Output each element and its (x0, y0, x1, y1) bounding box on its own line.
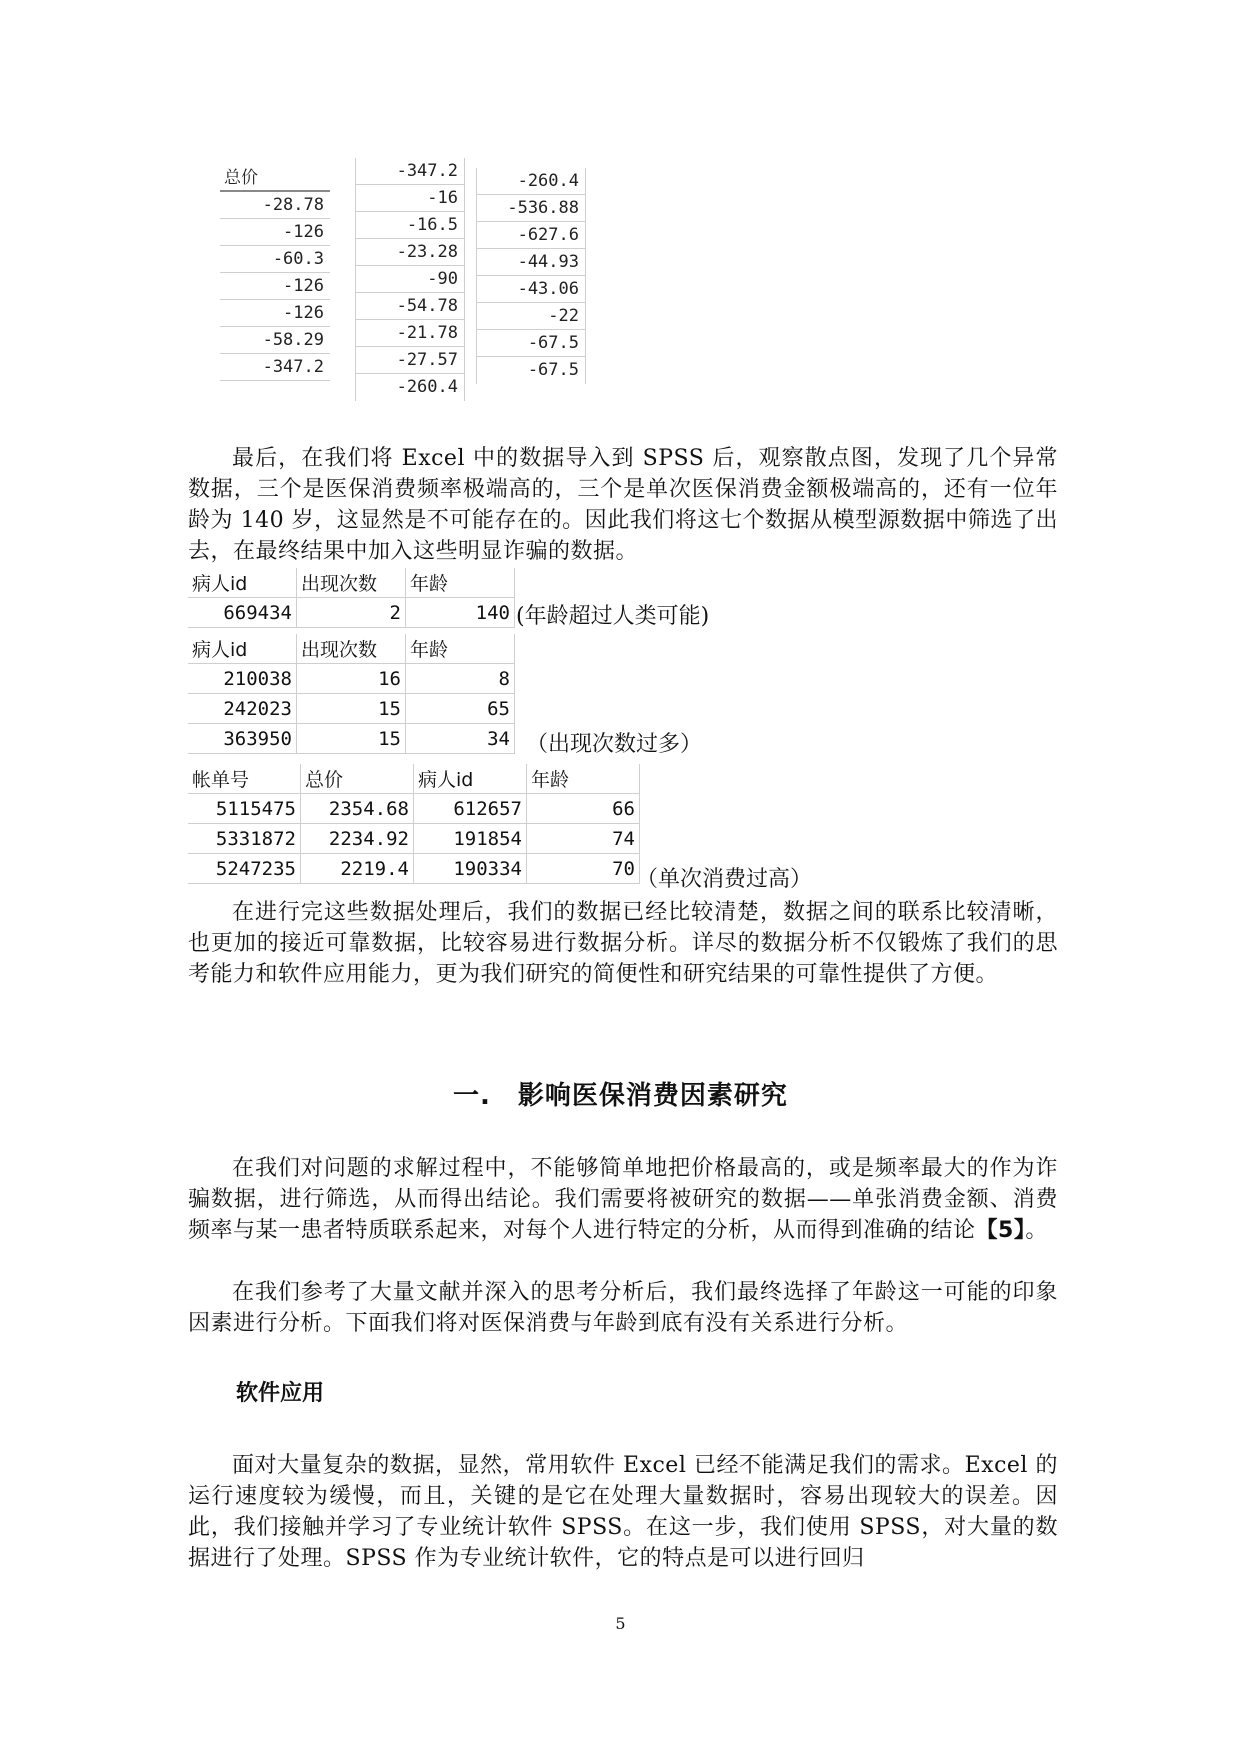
table-header-cell: 出现次数 (297, 634, 406, 664)
table-cell: 16 (297, 664, 406, 694)
table-header-cell: 病人id (188, 568, 297, 598)
table-cell: 2 (297, 598, 406, 628)
paragraph-text-part: 在我们对问题的求解过程中，不能够简单地把价格最高的，或是频率最大的作为诈骗数据，进行筛选，从而得出结论。我们需要将被研究的数据——单张消费金额、消费频率与某一患者特质联系起来，对每个人进行特定的分析，从而得到准确的结论 (188, 1156, 1058, 1243)
price-cell: -28.78 (220, 192, 330, 219)
citation: 【5】 (975, 1218, 1026, 1243)
price-cell: -347.2 (356, 158, 464, 185)
price-cell: -16.5 (356, 212, 464, 239)
price-cell: -627.6 (477, 222, 585, 249)
table-header-cell: 病人id (414, 764, 527, 794)
price-cell: -21.78 (356, 320, 464, 347)
table-header-row (188, 764, 640, 794)
paragraph-text: 最后，在我们将 Excel 中的数据导入到 SPSS 后，观察散点图，发现了几个异常数据，三个是医保消费频率极端高的，三个是单次医保消费金额极端高的，还有一位年龄为 140 岁，这显然是不可能存在的。因此我们将这七个数据从模型源数据中筛选了出去，在最终结果中加入这些明显诈骗的数据。 (188, 446, 1058, 564)
paragraph-problem-approach (188, 1153, 1058, 1246)
price-cell: -22 (477, 303, 585, 330)
price-cell: -23.28 (356, 239, 464, 266)
price-column-header: 总价 (220, 165, 330, 192)
subheading: 软件应用 (236, 1381, 325, 1406)
table-note: （单次消费过高） (636, 867, 813, 892)
price-cell: -90 (356, 266, 464, 293)
price-cell: -260.4 (477, 168, 585, 195)
table-cell: 5247235 (188, 854, 301, 884)
table-row (188, 724, 515, 754)
table-age-outlier (188, 568, 515, 628)
table-header-cell: 年龄 (406, 634, 515, 664)
table-cell: 34 (406, 724, 515, 754)
table-header-row (188, 634, 515, 664)
table-cell: 242023 (188, 694, 297, 724)
table-cell: 2354.68 (301, 794, 414, 824)
table-header-row (188, 568, 515, 598)
table-cell: 612657 (414, 794, 527, 824)
price-column-1 (220, 165, 330, 381)
table-cell: 5115475 (188, 794, 301, 824)
price-cell: -260.4 (396, 377, 458, 397)
table-note: (年龄超过人类可能) (516, 604, 710, 629)
price-cell: -54.78 (356, 293, 464, 320)
table-cell: 190334 (414, 854, 527, 884)
price-cell: -44.93 (477, 249, 585, 276)
table-header-cell: 年龄 (406, 568, 515, 598)
table-cell: 191854 (414, 824, 527, 854)
table-row (188, 794, 640, 824)
table-header-cell: 出现次数 (297, 568, 406, 598)
paragraph-factor-choice (188, 1277, 1058, 1339)
price-cell: -67.5 (477, 330, 585, 357)
table-cell: 5331872 (188, 824, 301, 854)
table-row (188, 824, 640, 854)
paragraph-outlier-detection (188, 443, 1058, 567)
table-cell: 140 (406, 598, 515, 628)
paragraph-text-part: 。 (1025, 1218, 1048, 1243)
table-row (188, 854, 640, 884)
price-cell: -126 (220, 219, 330, 246)
paragraph-text: 面对大量复杂的数据，显然，常用软件 Excel 已经不能满足我们的需求。Excel 的运行速度较为缓慢，而且，关键的是它在处理大量数据时，容易出现较大的误差。因此，我们接触并学习了专业统计软件 SPSS。在这一步，我们使用 SPSS，对大量的数据进行了处理。SPSS 作为专业统计软件，它的特点是可以进行回归 (188, 1453, 1058, 1571)
price-cell: -126 (220, 273, 330, 300)
price-cell: -27.57 (356, 347, 464, 374)
price-column-2 (355, 158, 465, 401)
price-cell: -43.06 (477, 276, 585, 303)
paragraph-software (188, 1450, 1058, 1574)
price-cell: -58.29 (220, 327, 330, 354)
table-cell: 210038 (188, 664, 297, 694)
price-column-3 (476, 168, 586, 384)
table-cell: 70 (527, 854, 640, 884)
table-cell: 363950 (188, 724, 297, 754)
price-cell: -347.2 (220, 354, 330, 381)
table-row (188, 664, 515, 694)
section-heading: 一. 影响医保消费因素研究 (453, 1081, 788, 1111)
table-row (188, 694, 515, 724)
price-cell: -16 (356, 185, 464, 212)
table-cell: 65 (406, 694, 515, 724)
price-cell: -60.3 (220, 246, 330, 273)
table-cell: 8 (406, 664, 515, 694)
table-cell: 15 (297, 724, 406, 754)
table-cell: 74 (527, 824, 640, 854)
table-note: （出现次数过多） (526, 732, 703, 757)
table-header-cell: 总价 (301, 764, 414, 794)
table-cell: 2234.92 (301, 824, 414, 854)
table-cell: 669434 (188, 598, 297, 628)
price-cell: -536.88 (477, 195, 585, 222)
paragraph-data-processing (188, 897, 1058, 990)
table-cell: 2219.4 (301, 854, 414, 884)
paragraph-text: 在我们参考了大量文献并深入的思考分析后，我们最终选择了年龄这一可能的印象因素进行分析。下面我们将对医保消费与年龄到底有没有关系进行分析。 (188, 1280, 1058, 1336)
table-amount-outlier (188, 764, 640, 884)
table-header-cell: 年龄 (527, 764, 640, 794)
table-frequency-outlier (188, 634, 515, 754)
price-cell: -67.5 (527, 360, 579, 380)
price-cell: -126 (220, 300, 330, 327)
table-row (188, 598, 515, 628)
paragraph-text (188, 1153, 1058, 1246)
table-cell: 66 (527, 794, 640, 824)
table-header-cell: 帐单号 (188, 764, 301, 794)
page-number: 5 (615, 1614, 626, 1633)
table-header-cell: 病人id (188, 634, 297, 664)
table-cell: 15 (297, 694, 406, 724)
paragraph-text: 在进行完这些数据处理后，我们的数据已经比较清楚，数据之间的联系比较清晰，也更加的接近可靠数据，比较容易进行数据分析。详尽的数据分析不仅锻炼了我们的思考能力和软件应用能力，更为我们研究的简便性和研究结果的可靠性提供了方便。 (188, 900, 1058, 987)
